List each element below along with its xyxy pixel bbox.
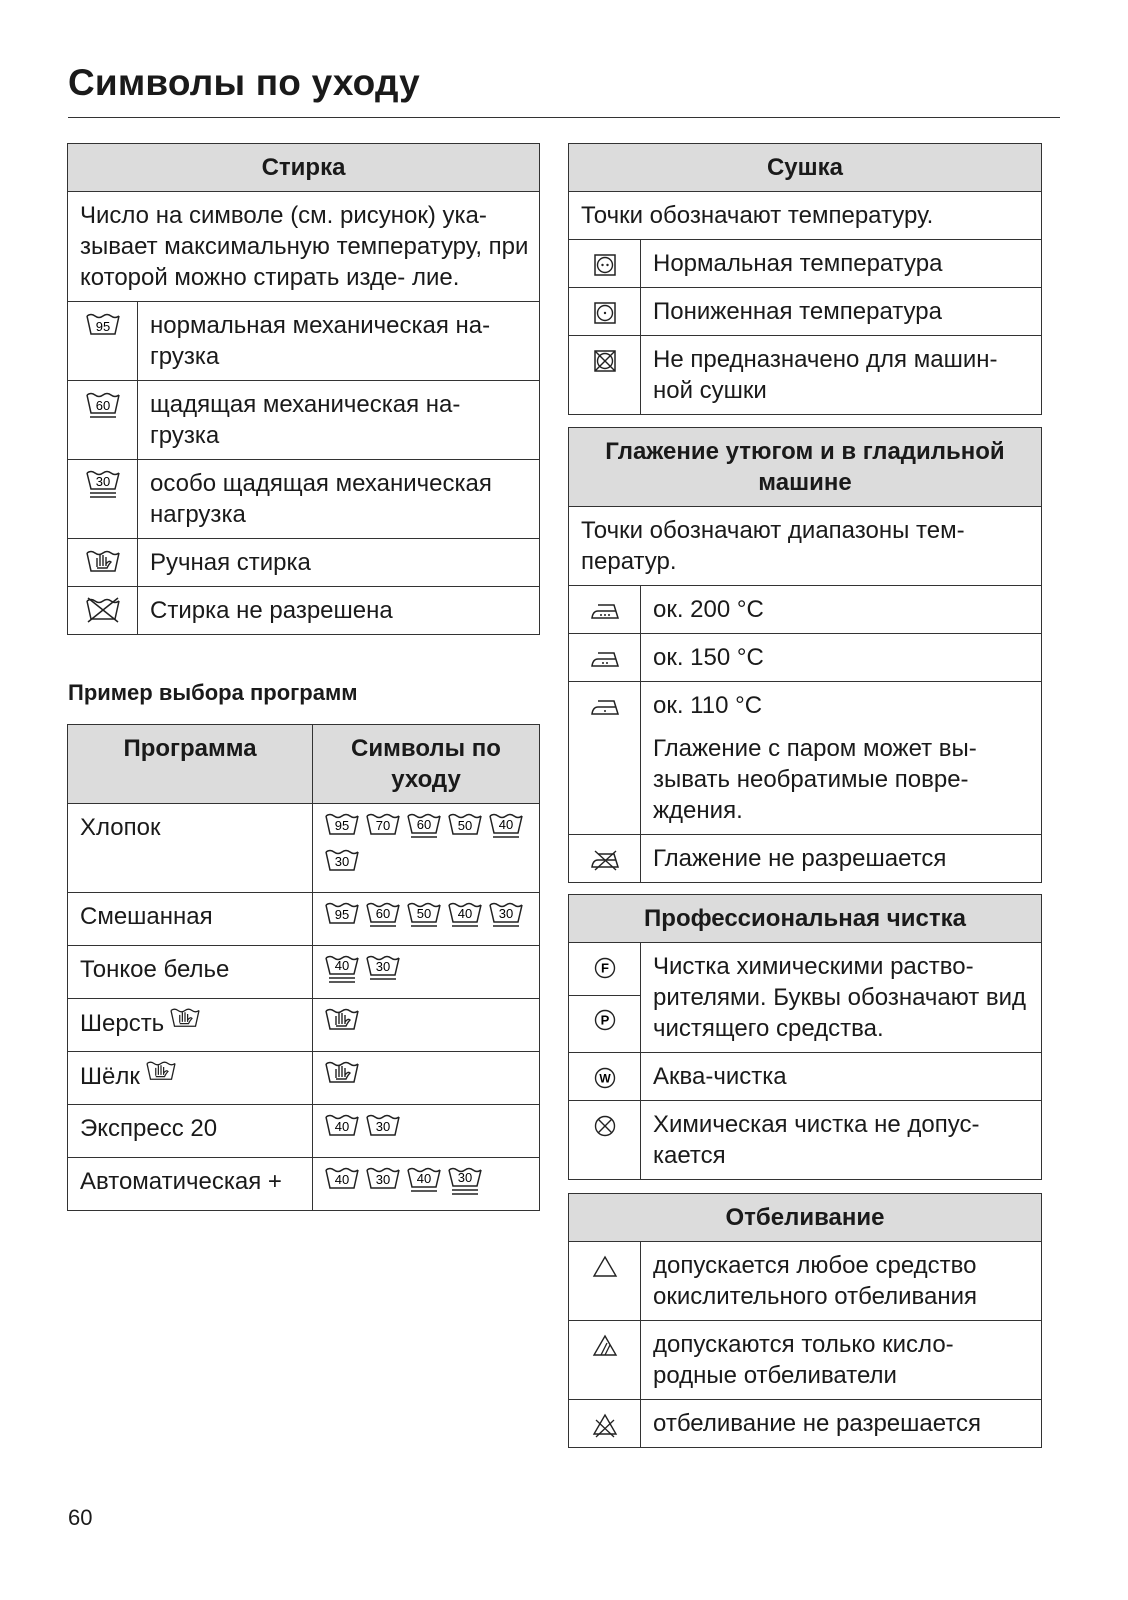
drying-table	[568, 143, 1042, 415]
wash-temp-icon	[446, 812, 484, 844]
svg-text:30: 30	[334, 854, 350, 869]
iron-low-icon	[590, 696, 620, 718]
washing-intro: Число на символе (см. рисунок) ука- зывает максимальную температуру, при которой можно стирать изде- лие.	[68, 192, 540, 302]
wet-clean-w-icon	[593, 1066, 617, 1090]
svg-text:40: 40	[334, 958, 350, 973]
program-hand-wash-icon	[168, 1010, 202, 1037]
svg-text:70: 70	[375, 818, 391, 833]
wash-temp-icon	[323, 901, 361, 933]
professional-cleaning-header: Профессиональная чистка	[569, 895, 1042, 943]
wash-temp-icon	[323, 848, 361, 880]
program-example-heading: Пример выбора программ	[68, 680, 358, 705]
program-symbols	[313, 893, 540, 946]
do-not-wash-icon	[85, 597, 121, 627]
column-header-symbols: Символы по уходу	[313, 725, 540, 804]
program-hand-wash-icon	[144, 1063, 178, 1090]
program-symbols	[313, 946, 540, 999]
wash-temp-icon	[323, 954, 361, 986]
page-number: 60	[68, 1505, 93, 1530]
svg-text:60: 60	[95, 397, 110, 413]
do-not-iron-icon	[590, 849, 620, 871]
program-symbols	[313, 1158, 540, 1211]
dry-clean-f-icon	[593, 956, 617, 980]
wash-temp-icon	[364, 1166, 402, 1198]
svg-text:50: 50	[457, 818, 473, 833]
washing-row-text: Ручная стирка	[138, 539, 540, 587]
hand-wash-icon	[144, 1060, 178, 1088]
cleaning-row	[569, 1101, 1042, 1180]
wash-temp-icon	[364, 901, 402, 933]
iron-high-icon	[590, 600, 620, 622]
iron-medium-icon	[590, 648, 620, 670]
program-row	[68, 946, 540, 999]
wash-30-very-gentle-icon	[85, 469, 121, 501]
washing-row	[68, 587, 540, 635]
program-example-table	[67, 724, 540, 1211]
bleaching-row-text: отбеливание не разрешается	[641, 1400, 1042, 1448]
washing-header: Стирка	[68, 144, 540, 192]
page-title: Символы по уходу	[68, 62, 420, 103]
washing-row	[68, 460, 540, 539]
program-symbols	[313, 1105, 540, 1158]
bleach-any-icon	[592, 1255, 618, 1279]
bleaching-row	[569, 1400, 1042, 1448]
hand-wash-icon	[85, 549, 121, 579]
hand-wash-icon	[323, 1007, 361, 1039]
program-name: Шерсть	[80, 1010, 165, 1037]
program-symbols	[313, 804, 540, 893]
washing-row	[68, 381, 540, 460]
column-header-program: Программа	[68, 725, 313, 804]
do-not-tumble-dry-icon	[593, 349, 617, 373]
drying-intro: Точки обозначают температуру.	[569, 192, 1042, 240]
dry-clean-p-icon	[593, 1008, 617, 1032]
svg-text:30: 30	[375, 1119, 391, 1134]
wash-temp-icon	[364, 812, 402, 844]
svg-text:40: 40	[498, 817, 514, 832]
svg-text:95: 95	[334, 907, 350, 922]
hand-wash-icon	[323, 1060, 361, 1092]
washing-row	[68, 539, 540, 587]
ironing-row-text: ок. 110 °C	[653, 692, 763, 719]
svg-text:40: 40	[457, 906, 473, 921]
svg-text:30: 30	[457, 1170, 473, 1185]
svg-text:95: 95	[95, 318, 110, 334]
wash-temp-icon	[405, 901, 443, 933]
ironing-row	[569, 835, 1042, 883]
wash-temp-icon	[446, 901, 484, 933]
ironing-intro: Точки обозначают диапазоны тем- ператур.	[569, 507, 1042, 586]
bleaching-row	[569, 1321, 1042, 1400]
ironing-row-text: ок. 150 °C	[641, 634, 1042, 682]
svg-text:60: 60	[416, 817, 432, 832]
svg-text:F: F	[600, 960, 609, 976]
drying-row	[569, 288, 1042, 336]
wash-temp-icon	[323, 1166, 361, 1198]
wash-temp-icon	[364, 954, 402, 986]
program-name: Смешанная	[68, 893, 313, 946]
program-row	[68, 893, 540, 946]
bleaching-row-text: допускаются только кисло- родные отбеливатели	[641, 1321, 1042, 1400]
program-name: Экспресс 20	[68, 1105, 313, 1158]
wash-temp-icon	[323, 812, 361, 844]
tumble-dry-low-icon	[593, 301, 617, 325]
tumble-dry-normal-icon	[593, 253, 617, 277]
svg-text:40: 40	[416, 1171, 432, 1186]
washing-row-text: щадящая механическая на- грузка	[138, 381, 540, 460]
do-not-dry-clean-icon	[593, 1114, 617, 1138]
svg-text:40: 40	[334, 1119, 350, 1134]
washing-row	[68, 302, 540, 381]
svg-text:40: 40	[334, 1172, 350, 1187]
wash-60-gentle-icon	[85, 391, 121, 421]
svg-text:30: 30	[95, 473, 110, 489]
ironing-row	[569, 634, 1042, 682]
solvent-cleaning-text: Чистка химическими раство- рителями. Буквы обозначают вид чистящего средства.	[641, 943, 1042, 1053]
wash-temp-icon	[487, 901, 525, 933]
program-name: Хлопок	[68, 804, 313, 893]
ironing-row	[569, 682, 1042, 835]
wash-temp-icon	[405, 1166, 443, 1198]
wash-temp-icon	[446, 1166, 484, 1198]
washing-table	[67, 143, 540, 635]
drying-row-text: Пониженная температура	[641, 288, 1042, 336]
ironing-header: Глажение утюгом и в гладильной машине	[569, 428, 1042, 507]
drying-row	[569, 240, 1042, 288]
svg-text:60: 60	[375, 906, 391, 921]
svg-text:W: W	[598, 1071, 611, 1086]
washing-row-text: Стирка не разрешена	[138, 587, 540, 635]
wash-temp-icon	[405, 812, 443, 844]
program-name: Тонкое белье	[68, 946, 313, 999]
bleach-oxygen-only-icon	[592, 1334, 618, 1358]
program-row	[68, 999, 540, 1052]
title-rule	[68, 117, 1060, 118]
steam-warning-note: Глажение с паром может вы- зывать необратимые повре- ждения.	[653, 735, 977, 824]
program-row	[68, 1105, 540, 1158]
drying-header: Сушка	[569, 144, 1042, 192]
ironing-row-text: ок. 200 °C	[641, 586, 1042, 634]
svg-text:30: 30	[375, 1172, 391, 1187]
bleaching-row	[569, 1242, 1042, 1321]
svg-text:30: 30	[498, 906, 514, 921]
professional-cleaning-table	[568, 894, 1042, 1180]
drying-row-text: Не предназначено для машин- ной сушки	[641, 336, 1042, 415]
washing-row-text: особо щадящая механическая нагрузка	[138, 460, 540, 539]
program-row	[68, 804, 540, 893]
svg-text:50: 50	[416, 906, 432, 921]
program-name: Шёлк	[80, 1063, 140, 1090]
ironing-row	[569, 586, 1042, 634]
hand-wash-icon	[168, 1007, 202, 1035]
wash-95-normal-icon	[85, 312, 121, 342]
no-dry-clean-text: Химическая чистка не допус- кается	[641, 1101, 1042, 1180]
wash-temp-icon	[487, 812, 525, 844]
drying-row-text: Нормальная температура	[641, 240, 1042, 288]
program-symbols	[313, 1052, 540, 1105]
cleaning-row	[569, 943, 1042, 996]
ironing-no-iron-text: Глажение не разрешается	[641, 835, 1042, 883]
drying-row	[569, 336, 1042, 415]
wash-temp-icon	[323, 1113, 361, 1145]
svg-text:30: 30	[375, 959, 391, 974]
bleaching-header: Отбеливание	[569, 1194, 1042, 1242]
program-symbols	[313, 999, 540, 1052]
program-name: Автоматическая +	[68, 1158, 313, 1211]
bleaching-table	[568, 1193, 1042, 1448]
ironing-table	[568, 427, 1042, 883]
do-not-bleach-icon	[592, 1412, 618, 1438]
bleaching-row-text: допускается любое средство окислительного отбеливания	[641, 1242, 1042, 1321]
svg-text:95: 95	[334, 818, 350, 833]
svg-text:P: P	[600, 1012, 609, 1028]
program-row	[68, 1158, 540, 1211]
cleaning-row	[569, 1053, 1042, 1101]
program-row	[68, 1052, 540, 1105]
wet-cleaning-text: Аква-чистка	[641, 1053, 1042, 1101]
wash-temp-icon	[364, 1113, 402, 1145]
washing-row-text: нормальная механическая на- грузка	[138, 302, 540, 381]
